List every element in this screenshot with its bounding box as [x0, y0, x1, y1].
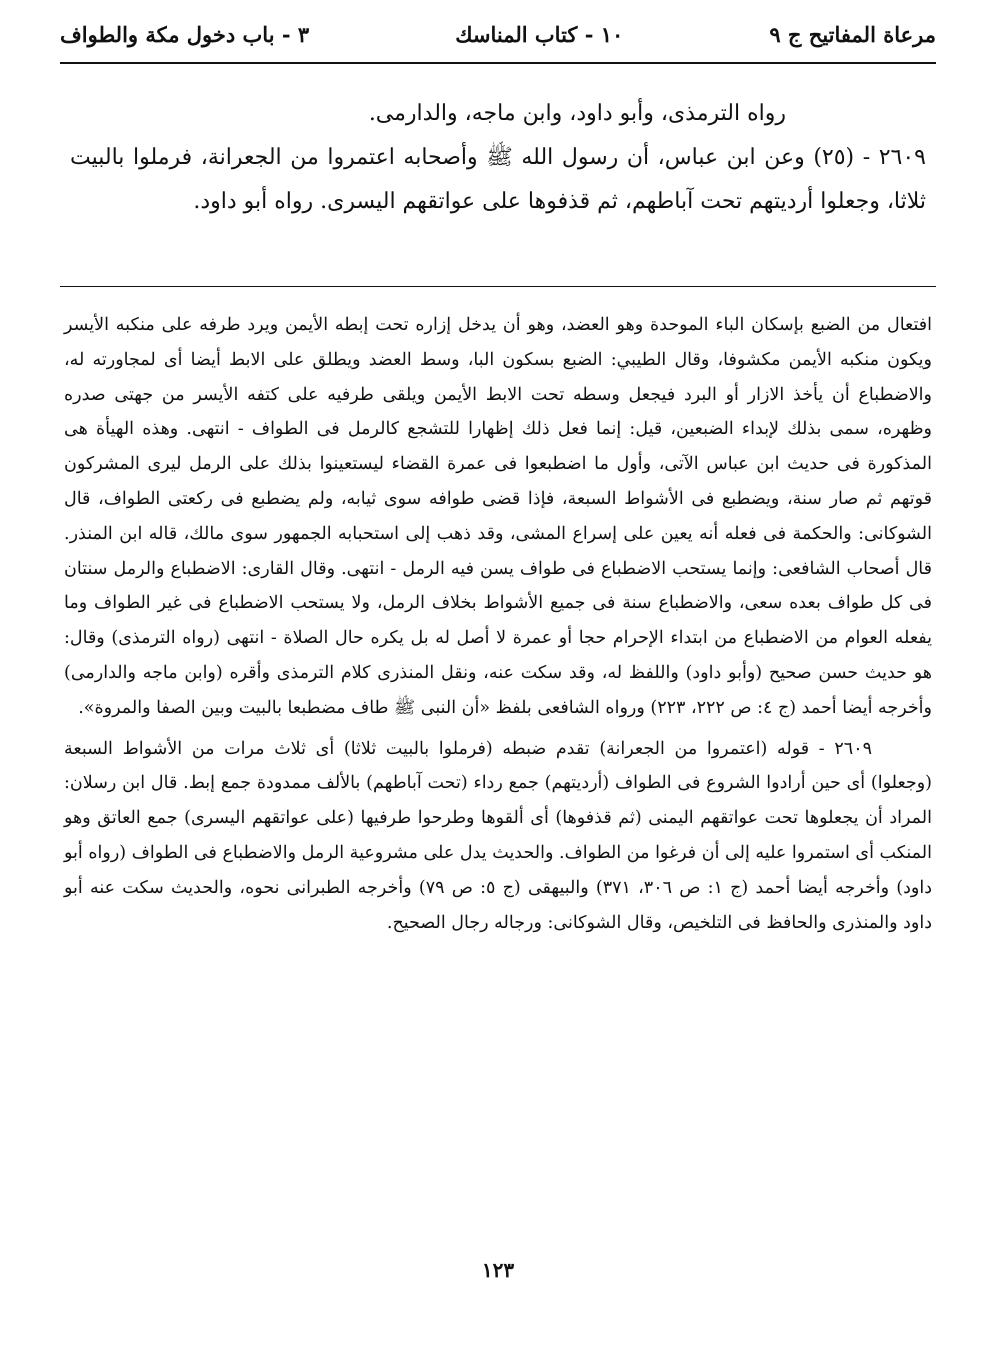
hadith-line-1: رواه الترمذى، وأبو داود، وابن ماجه، والدارمى. — [368, 101, 786, 126]
header-chapter: ١٠ - كتاب المناسك — [455, 21, 624, 47]
commentary-text — [64, 308, 932, 940]
hadith-text — [70, 92, 926, 224]
commentary-divider — [60, 286, 936, 287]
page-number: ١٢٣ — [481, 1258, 515, 1282]
header-book-title: مرعاة المفاتيح ج ٩ — [769, 21, 936, 47]
commentary-paragraph-1: افتعال من الضبع بإسكان الباء الموحدة وهو العضد، وهو أن يدخل إزاره تحت إبطه الأيمن ويرد طرفه على منكبه الأيسر ويكون منكبه الأيمن مكشوفا، وقال الطيبي: الضبع بسكون البا، وسط العضد ويطلق على الابط أيضا أى لمجاورته له، والاضطباع أن يأخذ الازار أو البرد فيجعل وسطه تحت الابط الأيمن ويلقى طرفيه على كتفه الأيسر من جهتى صدره وظهره، سمى بذلك لإبداء الضبعين، قيل: إنما فعل ذلك إظهارا للتشجع كالرمل فى الطواف - انتهى. وهذه الهيأة هى المذكورة فى حديث ابن عباس الآتى، وأول ما اضطبعوا فى عمرة القضاء ليستعينوا بذلك على الرمل ليرى المشركون قوتهم ثم صار سنة، ويضطبع فى الأشواط السبعة، فإذا قضى طوافه سوى ثيابه، ولم يضطبع فى ركعتى الطواف، قال الشوكانى: والحكمة فى فعله أنه يعين على إسراع المشى، وقد ذهب إلى استحبابه الجمهور سوى مالك، قاله ابن المنذر. قال أصحاب الشافعى: وإنما يستحب الاضطباع فى طواف يسن فيه الرمل - انتهى. وقال القارى: الاضطباع والرمل سنتان فى كل طواف بعده سعى، والاضطباع سنة فى جميع الأشواط بخلاف الرمل، ولا يستحب الاضطباع فى غير الطواف وما يفعله العوام من الاضطباع من ابتداء الإحرام حجا أو عمرة لا أصل له بل يكره حال الصلاة - انتهى (رواه الترمذى) وقال: هو حديث حسن صحيح (وأبو داود) واللفظ له، وقد سكت عنه، ونقل المنذرى كلام الترمذى وأقره (وابن ماجه والدارمى) وأخرجه أيضا أحمد (ج ٤: ص ٢٢٢، ٢٢٣) ورواه الشافعى بلفظ «أن النبى ﷺ طاف مضطبعا بالبيت وبين الصفا والمروة». — [64, 315, 932, 718]
commentary-paragraph-2: ٢٦٠٩ - قوله (اعتمروا من الجعرانة) تقدم ضبطه (فرملوا بالبيت ثلاثا) أى ثلاث مرات من الأشواط السبعة (وجعلوا) أى حين أرادوا الشروع فى الطواف (أرديتهم) جمع رداء (تحت آباطهم) بالألف ممدودة جمع إبط. قال ابن رسلان: المراد أن يجعلوها تحت عواتقهم اليمنى (ثم قذفوها) أى ألقوها وطرحوا طرفيها (على عواتقهم اليسرى) جمع العاتق وهو المنكب أى استمروا عليه إلى أن فرغوا من الطواف. والحديث يدل على مشروعية الرمل والاضطباع فى الطواف (رواه أبو داود) وأخرجه أيضا أحمد (ج ١: ص ٣٠٦، ٣٧١) والبيهقى (ج ٥: ص ٧٩) وأخرجه الطبرانى نحوه، والحديث سكت عنه أبو داود والمنذرى والحافظ فى التلخيص، وقال الشوكانى: ورجاله رجال الصحيح. — [64, 738, 933, 933]
running-header — [60, 14, 936, 54]
hadith-paragraph-2609: ٢٦٠٩ - (٢٥) وعن ابن عباس، أن رسول الله ﷺ وأصحابه اعتمروا من الجعرانة، فرملوا بالبيت ثلاثا، وجعلوا أرديتهم تحت آباطهم، ثم قذفوها على عواتقهم اليسرى. رواه أبو داود. — [70, 145, 926, 214]
header-rule — [60, 62, 936, 64]
header-section: ٣ - باب دخول مكة والطواف — [60, 21, 310, 47]
